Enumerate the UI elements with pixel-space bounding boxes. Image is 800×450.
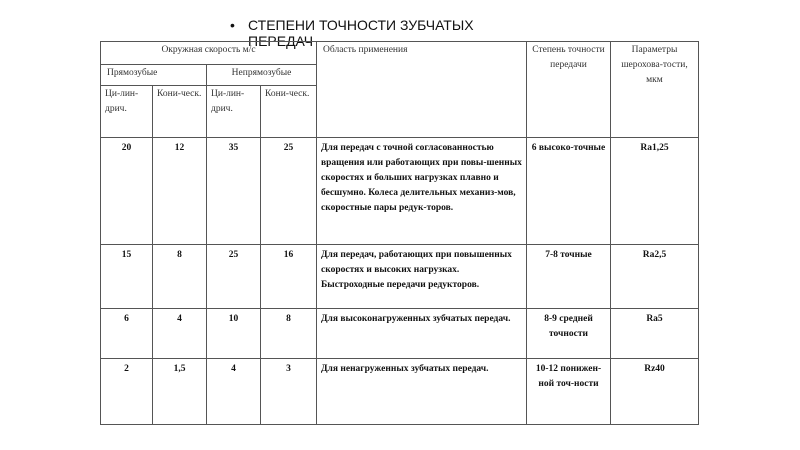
cell-spur-cyl: 15 [101, 245, 153, 309]
header-area: Область применения [317, 42, 527, 138]
cell-application-area: Для высоконагруженных зубчатых передач. [317, 309, 527, 359]
cell-spur-cyl: 6 [101, 309, 153, 359]
table-row [101, 245, 699, 309]
cell-spur-cyl: 20 [101, 138, 153, 245]
cell-nonspur-cyl: 25 [207, 245, 261, 309]
cell-roughness: Rz40 [611, 359, 699, 425]
cell-nonspur-con: 3 [261, 359, 317, 425]
header-spur: Прямозубые [101, 65, 207, 86]
cell-application-area: Для передач, работающих при повышенных скоростях и высоких нагрузках. Быстроходные передачи редукторов. [317, 245, 527, 309]
cell-precision-degree: 8-9 средней точности [527, 309, 611, 359]
cell-precision-degree: 7-8 точные [527, 245, 611, 309]
cell-nonspur-cyl: 35 [207, 138, 261, 245]
cell-spur-con: 1,5 [153, 359, 207, 425]
header-speed: Окружная скорость м/с [101, 42, 317, 65]
precision-table [100, 41, 699, 425]
cell-roughness: Ra5 [611, 309, 699, 359]
cell-nonspur-con: 16 [261, 245, 317, 309]
cell-roughness: Ra1,25 [611, 138, 699, 245]
header-spur-conical: Кони-ческ. [153, 86, 207, 138]
cell-roughness: Ra2,5 [611, 245, 699, 309]
cell-application-area: Для передач с точной согласованностью вращения или работающих при повы-шенных скоростях и больших нагрузках плавно и бесшумно. Колеса делительных механиз-мов, скоростные пары редук-торов. [317, 138, 527, 245]
cell-nonspur-cyl: 4 [207, 359, 261, 425]
header-nonspur-cylindrical: Ци-лин-дрич. [207, 86, 261, 138]
header-nonspur-conical: Кони-ческ. [261, 86, 317, 138]
title-text: СТЕПЕНИ ТОЧНОСТИ ЗУБЧАТЫХ ПЕРЕДАЧ [248, 17, 474, 49]
cell-nonspur-con: 8 [261, 309, 317, 359]
cell-spur-cyl: 2 [101, 359, 153, 425]
cell-spur-con: 4 [153, 309, 207, 359]
title-bullet: • [230, 17, 235, 33]
header-spur-cylindrical: Ци-лин-дрич. [101, 86, 153, 138]
cell-precision-degree: 10-12 понижен-ной точ-ности [527, 359, 611, 425]
cell-nonspur-con: 25 [261, 138, 317, 245]
header-nonspur: Непрямозубые [207, 65, 317, 86]
table-row [101, 138, 699, 245]
cell-precision-degree: 6 высоко-точные [527, 138, 611, 245]
cell-spur-con: 8 [153, 245, 207, 309]
table-row [101, 309, 699, 359]
cell-application-area: Для ненагруженных зубчатых передач. [317, 359, 527, 425]
cell-nonspur-cyl: 10 [207, 309, 261, 359]
header-degree: Степень точности передачи [527, 42, 611, 138]
header-roughness: Параметры шерохова-тости, мкм [611, 42, 699, 138]
table-row [101, 359, 699, 425]
cell-spur-con: 12 [153, 138, 207, 245]
